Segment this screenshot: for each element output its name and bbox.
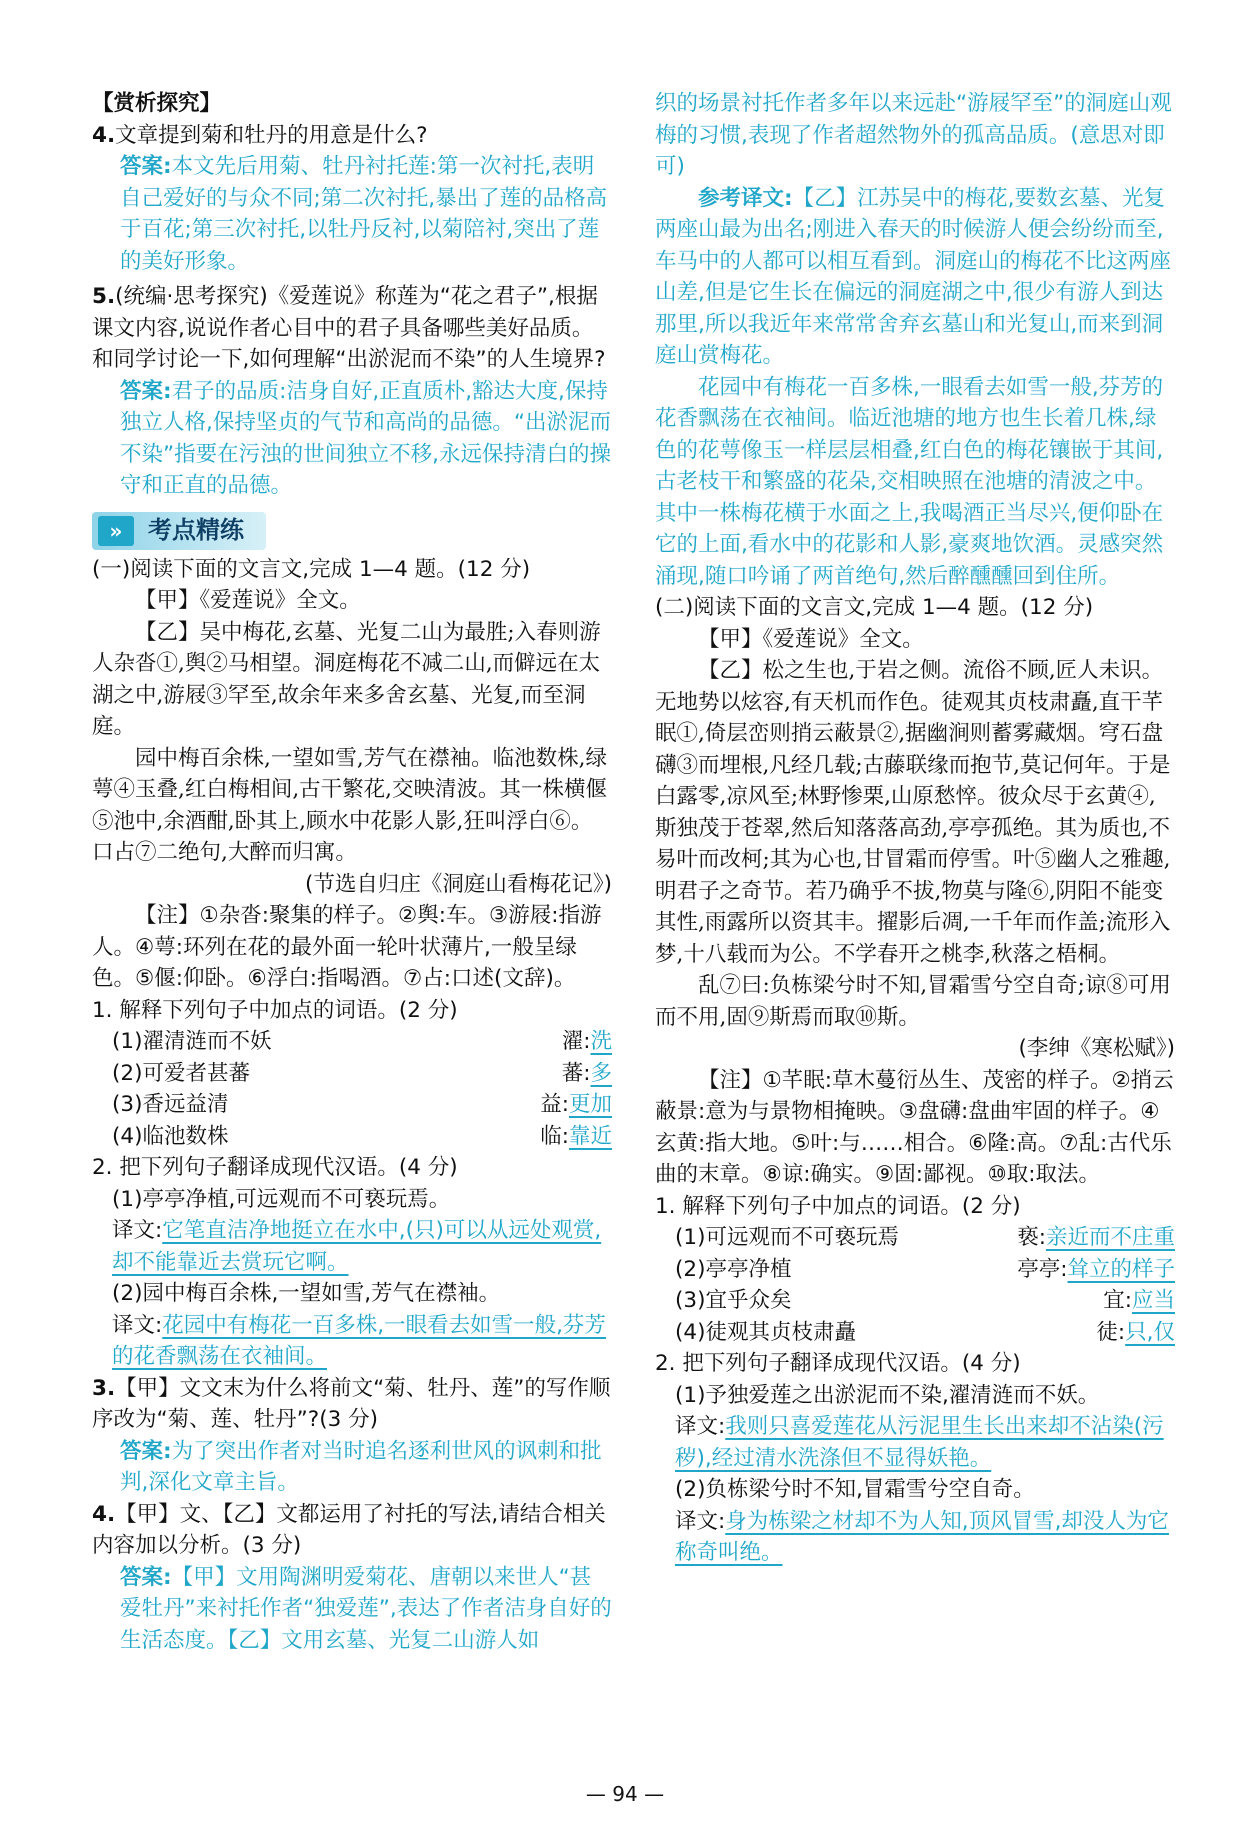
answer-3 (92, 1436, 612, 1499)
question-2-title: 2. 把下列句子翻译成现代汉语。(4 分) (92, 1155, 458, 1180)
reference-label: 参考译文: (698, 185, 793, 211)
question-4b (92, 1499, 612, 1562)
answer-continuation: 织的场景衬托作者多年以来远赴“游屐罕至”的洞庭山观梅的习惯,表现了作者超然物外的孤高品质。(意思对即可) (655, 91, 1172, 179)
passage-2-yi: 【乙】松之生也,于岩之侧。流俗不顾,匠人未识。无地势以炫容,有天机而作色。徒观其贞枝肃矗,直干芊眠①,倚层峦则捎云蔽景②,据幽涧则蓄雾藏烟。穹石盘礴③而埋根,凡经几载;古藤联缘而抱节,莫记何年。于是白露零,凉风至;林野惨栗,山原愁悴。彼众尽于玄黄④,斯独茂于苍翠,然后知落落高劲,亭亭孤绝。其为质也,不易叶而改柯;其为心也,甘冒霜而停雪。叶⑤幽人之雅趣,明君子之奇节。若乃确乎不拔,物莫与隆⑥,阴阳不能变其性,雨露所以资其丰。擢影后凋,一千年而作盖;流形入梦,十八载而为公。不学春开之桃李,秋落之梧桐。 (655, 658, 1171, 967)
translate-sentence: (2)园中梅百余株,一望如雪,芳气在襟袖。 (112, 1281, 501, 1306)
passage-1-source: (节选自归庄《洞庭山看梅花记》) (304, 871, 612, 897)
vocab-key: 益: (540, 1092, 569, 1117)
reference-translation-2: 花园中有梅花一百多株,一眼看去如雪一般,芬芳的花香飘荡在衣袖间。临近池塘的地方也生长着几株,绿色的花萼像玉一样层层相叠,红白色的梅花镶嵌于其间,古老枝干和繁盛的花朵,交相映照在池塘的清波之中。其中一株梅花横于水面之上,我喝酒正当尽兴,便仰卧在它的上面,看水中的花影和人影,豪爽地饮酒。灵感突然涌现,随口吟诵了两首绝句,然后醉醺醺回到住所。 (655, 374, 1164, 589)
translation-label: 译文: (112, 1218, 163, 1243)
answer-label: 答案: (120, 1564, 172, 1590)
question-5 (92, 281, 612, 376)
answer-text: 本文先后用菊、牡丹衬托莲:第一次衬托,表明自己爱好的与众不同;第二次衬托,暴出了莲的品格高于百花;第三次衬托,以牡丹反衬,以菊陪衬,突出了莲的美好形象。 (120, 154, 608, 274)
vocab-sentence: (3)香远益清 (112, 1092, 229, 1117)
vocab-meaning: 靠近 (568, 1123, 612, 1149)
question-text: 【甲】文文末为什么将前文“菊、牡丹、莲”的写作顺序改为“菊、莲、牡丹”?(3 分) (92, 1375, 611, 1432)
vocab-answer (562, 1026, 612, 1058)
question-number: 4. (92, 1501, 116, 1527)
translation (92, 1310, 612, 1373)
answer-4 (92, 151, 612, 277)
vocab-sentence: (1)濯清涟而不妖 (112, 1029, 272, 1054)
translation-label: 译文: (675, 1414, 726, 1439)
vocab-item (92, 1121, 612, 1153)
left-column (92, 88, 612, 1656)
translate-sentence: (1)亭亭净植,可远观而不可亵玩焉。 (112, 1186, 451, 1212)
passage-1-notes: 【注】①杂沓:聚集的样子。②舆:车。③游屐:指游人。④萼:环列在花的最外面一轮叶状薄片,一般呈绿色。⑤偃:仰卧。⑥浮白:指喝酒。⑦占:口述(文辞)。 (92, 903, 602, 991)
question-text: 【甲】文、【乙】文都运用了衬托的写法,请结合相关内容加以分析。(3 分) (92, 1501, 606, 1558)
vocab-meaning: 洗 (590, 1029, 612, 1054)
question-4 (92, 120, 612, 152)
vocab-key: 临: (540, 1123, 569, 1149)
vocab-item (92, 1026, 612, 1058)
question-number: 5. (92, 284, 116, 309)
passage-1-intro: (一)阅读下面的文言文,完成 1—4 题。(12 分) (92, 556, 531, 582)
answer-label: 答案: (120, 154, 172, 179)
vocab-meaning: 耸立的样子 (1067, 1256, 1175, 1282)
translation-label: 译文: (675, 1508, 726, 1534)
vocab-key: 宜: (1103, 1288, 1132, 1313)
double-chevron-icon: » (98, 516, 134, 546)
page-number: — 94 — (585, 1782, 665, 1806)
passage-1-yi: 【乙】吴中梅花,玄墓、光复二山为最胜;入春则游人杂沓①,舆②马相望。洞庭梅花不减二山,而僻远在太湖之中,游屐③罕至,故余年来多舍玄墓、光复,而至洞庭。 (92, 619, 601, 739)
vocab-item (92, 1058, 612, 1090)
vocab-sentence: (2)可爱者甚蕃 (112, 1060, 250, 1086)
passage-1-yi-2: 园中梅百余株,一望如雪,芳气在襟袖。临池数株,绿萼④玉叠,红白梅相间,古干繁花,交映清波。其一株横偃⑤池中,余酒酣,卧其上,顾水中花影人影,狂叫浮白⑥。口占⑦二绝句,大醉而归寓。 (92, 745, 608, 865)
vocab-item (655, 1254, 1175, 1286)
translation-text: 我则只喜爱莲花从污泥里生长出来却不沾染(污秽),经过清水洗涤但不显得妖艳。 (675, 1414, 1164, 1471)
vocab-meaning: 应当 (1131, 1288, 1175, 1313)
vocab-sentence: (4)临池数株 (112, 1123, 229, 1149)
vocab-key: 徒: (1096, 1319, 1126, 1345)
right-column (655, 88, 1175, 1569)
translation-text: 身为栋梁之材却不为人知,顶风冒雪,却没人为它称奇叫绝。 (675, 1508, 1169, 1565)
vocab-item (92, 1089, 612, 1121)
answer-text: 君子的品质:洁身自好,正直质朴,豁达大度,保持独立人格,保持坚贞的气节和高尚的品德。“出淤泥而不染”指要在污浊的世间独立不移,永远保持清白的操守和正直的品德。 (120, 378, 611, 498)
translation-text: 花园中有梅花一百多株,一眼看去如雪一般,芬芳的花香飘荡在衣袖间。 (112, 1312, 606, 1369)
vocab-answer (1017, 1254, 1175, 1286)
reference-translation (655, 183, 1175, 372)
translation-label: 译文: (112, 1312, 163, 1338)
translation-text: 它笔直洁净地挺立在水中,(只)可以从远处观赏,却不能靠近去赏玩它啊。 (112, 1218, 602, 1275)
vocab-key: 蕃: (561, 1060, 591, 1086)
answer-label: 答案: (120, 1438, 172, 1464)
vocab-item (655, 1285, 1175, 1317)
vocab-key: 亵: (1017, 1225, 1046, 1250)
section-heading: 【赏析探究】 (92, 91, 222, 116)
translation (655, 1411, 1175, 1474)
vocab-answer (540, 1121, 612, 1153)
passage-2-luan: 乱⑦曰:负栋梁兮时不知,冒霜雪兮空自奇;谅⑧可用而不用,固⑨斯焉而取⑩斯。 (655, 973, 1171, 1030)
vocab-answer (1096, 1317, 1175, 1349)
vocab-meaning: 更加 (568, 1092, 612, 1117)
passage-1-jia: 【甲】《爱莲说》全文。 (135, 588, 361, 613)
vocab-sentence: (4)徒观其贞枝肃矗 (675, 1319, 856, 1345)
answer-label: 答案: (120, 378, 172, 404)
vocab-meaning: 只,仅 (1125, 1319, 1175, 1345)
vocab-key: 濯: (561, 1029, 591, 1054)
question-1-title: 1. 解释下列句子中加点的词语。(2 分) (655, 1193, 1021, 1219)
translation (655, 1506, 1175, 1569)
vocab-meaning: 多 (590, 1060, 612, 1086)
answer-5 (92, 376, 612, 502)
section-title: 考点精练 (148, 515, 244, 544)
question-text: (统编·思考探究)《爱莲说》称莲为“花之君子”,根据课文内容,说说作者心目中的君子具备哪些美好品质。和同学讨论一下,如何理解“出淤泥而不染”的人生境界? (92, 284, 606, 372)
vocab-item (655, 1317, 1175, 1349)
question-2-title: 2. 把下列句子翻译成现代汉语。(4 分) (655, 1351, 1021, 1376)
passage-2-source: (李绅《寒松赋》) (1018, 1036, 1175, 1061)
vocab-key: 亭亭: (1017, 1256, 1068, 1282)
vocab-sentence: (2)亭亭净植 (675, 1256, 792, 1282)
section-title-banner (92, 512, 266, 550)
answer-4b (92, 1562, 612, 1657)
answer-text: 为了突出作者对当时追名逐利世风的讽刺和批判,深化文章主旨。 (120, 1438, 602, 1495)
translate-sentence: (2)负栋梁兮时不知,冒霜雪兮空自奇。 (675, 1477, 1035, 1502)
question-1-items (655, 1222, 1175, 1348)
passage-2-intro: (二)阅读下面的文言文,完成 1—4 题。(12 分) (655, 595, 1094, 620)
question-number: 3. (92, 1375, 116, 1401)
vocab-sentence: (3)宜乎众矣 (675, 1288, 792, 1313)
vocab-answer (1103, 1285, 1175, 1317)
vocab-answer (562, 1058, 612, 1090)
question-1-items (92, 1026, 612, 1152)
vocab-answer (540, 1089, 612, 1121)
vocab-sentence: (1)可远观而不可亵玩焉 (675, 1225, 899, 1250)
translate-sentence: (1)予独爱莲之出淤泥而不染,濯清涟而不妖。 (675, 1382, 1100, 1408)
vocab-meaning: 亲近而不庄重 (1045, 1225, 1175, 1250)
vocab-item (655, 1222, 1175, 1254)
question-3 (92, 1373, 612, 1436)
passage-2-notes: 【注】①芊眠:草木蔓衍丛生、茂密的样子。②捎云蔽景:意为与景物相掩映。③盘礴:盘曲牢固的样子。④玄黄:指大地。⑤叶:与……相合。⑥隆:高。⑦乱:古代乐曲的末章。⑧谅:确实。⑨固:鄙视。⑩取:取法。 (655, 1067, 1174, 1187)
translation (92, 1215, 612, 1278)
question-number: 4. (92, 122, 116, 148)
reference-text: 【乙】江苏吴中的梅花,要数玄墓、光复两座山最为出名;刚进入春天的时候游人便会纷纷而至,车马中的人都可以相互看到。洞庭山的梅花不比这两座山差,但是它生长在偏远的洞庭湖之中,很少有游人到达那里,所以我近年来常常舍弃玄墓山和光复山,而来到洞庭山赏梅花。 (655, 185, 1172, 368)
question-1-title: 1. 解释下列句子中加点的词语。(2 分) (92, 997, 458, 1023)
answer-text: 【甲】文用陶渊明爱菊花、唐朝以来世人“甚爱牡丹”来衬托作者“独爱莲”,表达了作者洁身自好的生活态度。【乙】文用玄墓、光复二山游人如 (120, 1564, 612, 1653)
vocab-answer (1017, 1222, 1175, 1254)
passage-2-jia: 【甲】《爱莲说》全文。 (698, 626, 924, 652)
question-text: 文章提到菊和牡丹的用意是什么? (115, 122, 428, 148)
